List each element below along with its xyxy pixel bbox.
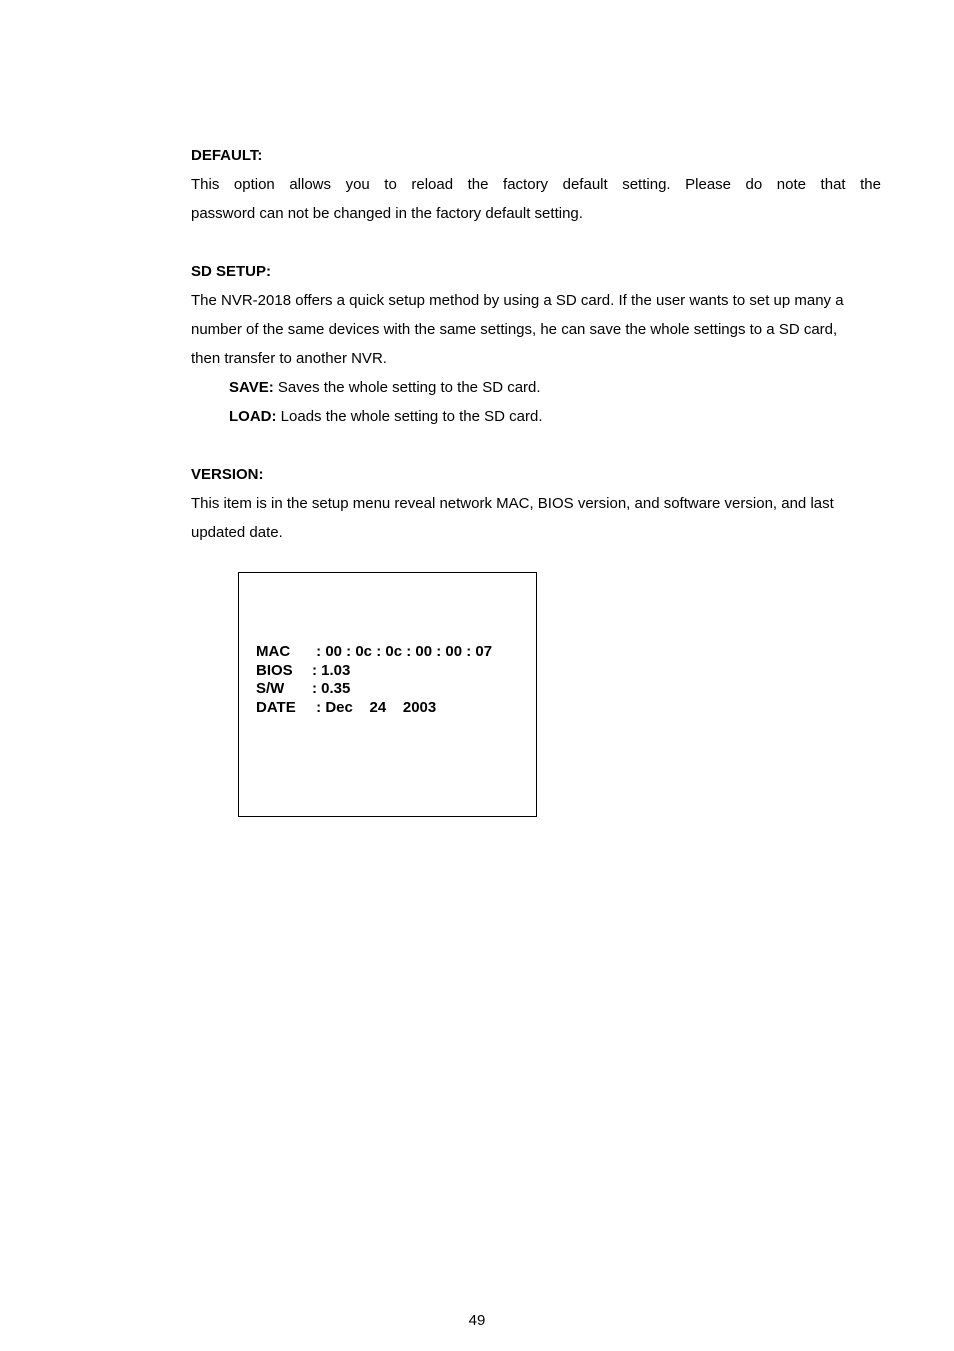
default-text-line-1: This option allows you to reload the factory default setting. Please do note that the	[191, 176, 881, 193]
screen-value-bios: : 1.03	[312, 661, 351, 679]
document-body	[191, 141, 881, 547]
save-item	[191, 373, 881, 402]
load-label: LOAD:	[229, 408, 277, 425]
page-number: 49	[468, 1312, 486, 1329]
screen-key-bios: BIOS	[256, 661, 293, 679]
version-screen-figure	[238, 572, 537, 817]
sd-setup-text-line-2: number of the same devices with the same settings, he can save the whole settings to a SD card,	[191, 321, 838, 338]
screen-row-mac	[256, 643, 492, 662]
spacer	[191, 228, 881, 257]
version-text-line-2: updated date.	[191, 524, 283, 541]
version-text-line-1: This item is in the setup menu reveal network MAC, BIOS version, and software version, and last	[191, 495, 834, 512]
screen-value-mac: : 00 : 0c : 0c : 00 : 00 : 07	[312, 643, 493, 660]
screen-row-sw	[256, 680, 492, 699]
screen-row-date	[256, 699, 492, 718]
save-description: Saves the whole setting to the SD card.	[273, 379, 541, 396]
screen-key-sw: S/W	[256, 680, 285, 697]
default-text-line-2: password can not be changed in the factory default setting.	[191, 205, 583, 222]
version-screen-lines	[256, 643, 492, 717]
default-heading: DEFAULT:	[191, 147, 263, 164]
sd-setup-text-line-1: The NVR-2018 offers a quick setup method by using a SD card. If the user wants to set up many a	[191, 292, 844, 309]
sd-setup-text-line-3: then transfer to another NVR.	[191, 350, 387, 367]
screen-value-date: : Dec 24 2003	[312, 698, 437, 716]
screen-key-mac: MAC	[256, 643, 291, 660]
spacer	[191, 431, 881, 460]
screen-value-sw: : 0.35	[312, 680, 351, 697]
load-description: Loads the whole setting to the SD card.	[276, 408, 543, 425]
sd-setup-heading: SD SETUP:	[191, 263, 272, 280]
save-label: SAVE:	[229, 379, 274, 396]
screen-row-bios	[256, 662, 492, 681]
load-item	[191, 402, 881, 431]
screen-key-date: DATE	[256, 698, 296, 716]
version-heading: VERSION:	[191, 466, 264, 483]
